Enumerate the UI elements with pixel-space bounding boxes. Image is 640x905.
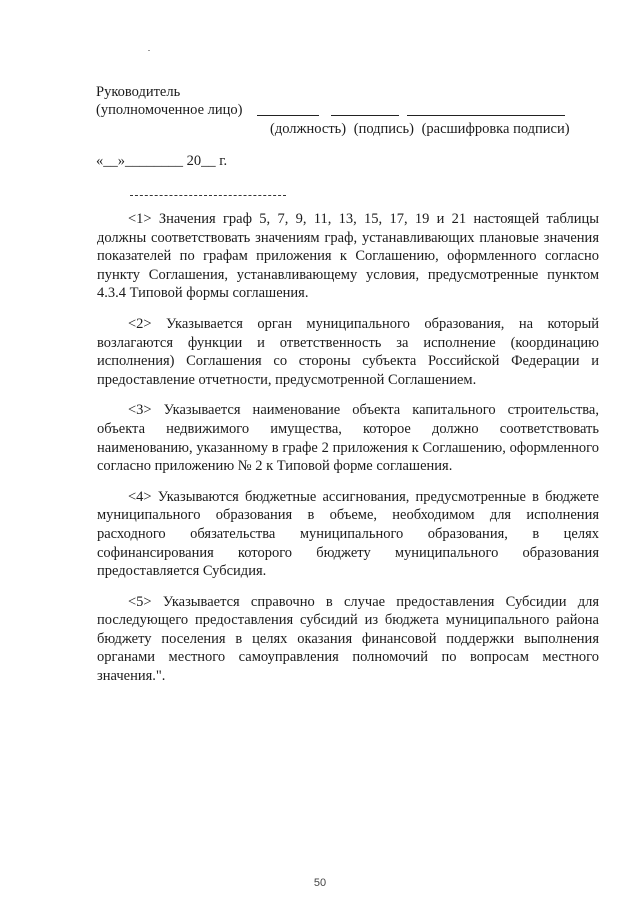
- signature-blank: [331, 101, 399, 116]
- signatory-authority-row: [96, 101, 596, 119]
- signature-caption: (подпись): [353, 121, 414, 137]
- footnote-3: <3> Указывается наименование объекта капитального строительства, объекта недвижимого имущества, которое должно соответствовать наименованию, указанному в графе 2 приложения к Соглашению, оформленного согласно приложению № 2 к Типовой форме соглашения.: [97, 402, 599, 475]
- signature-decoding-blank: [407, 101, 565, 116]
- signatory-role: Руководитель: [96, 84, 181, 100]
- footnote-1: <1> Значения граф 5, 7, 9, 11, 13, 15, 17, 19 и 21 настоящей таблицы должны соответствовать значениям граф, устанавливающих плановые значения показателей по графам приложения к Соглашению, оформленного согласно пункту Соглашения, устанавливающему условия, предусмотренные пунктом 4.3.4 Типовой формы соглашения.: [97, 211, 599, 302]
- footnote-2: <2> Указывается орган муниципального образования, на который возлагаются функции и ответственность за исполнение (координацию исполнения) Соглашения со стороны субъекта Российской Федерации и предоставление отчетности, предусмотренной Соглашением.: [97, 315, 599, 388]
- date-line: «__»________ 20__ г.: [96, 153, 228, 169]
- footnote-separator: [130, 195, 286, 196]
- position-caption: (должность): [270, 121, 347, 137]
- signature-captions: [270, 120, 596, 138]
- position-blank: [257, 101, 319, 116]
- footnotes: [97, 210, 599, 698]
- scan-speck: [148, 50, 150, 51]
- page-number: 50: [313, 877, 327, 889]
- footnote-4: <4> Указываются бюджетные ассигнования, предусмотренные в бюджете муниципального образования в объеме, необходимом для исполнения расходного обязательства муниципального образования, в целях софинансирования которого бюджету муниципального образования предоставляется Субсидия.: [97, 488, 599, 580]
- signature-block: [96, 83, 596, 138]
- signatory-authority: (уполномоченное лицо): [96, 102, 243, 118]
- footnote-5: <5> Указывается справочно в случае предоставления Субсидии для последующего предоставления субсидий из бюджета муниципального района бюджету поселения в целях оказания финансовой поддержки выполнения органами местного самоуправления полномочий по вопросам местного значения.".: [97, 593, 599, 685]
- decoding-caption: (расшифровка подписи): [421, 121, 570, 137]
